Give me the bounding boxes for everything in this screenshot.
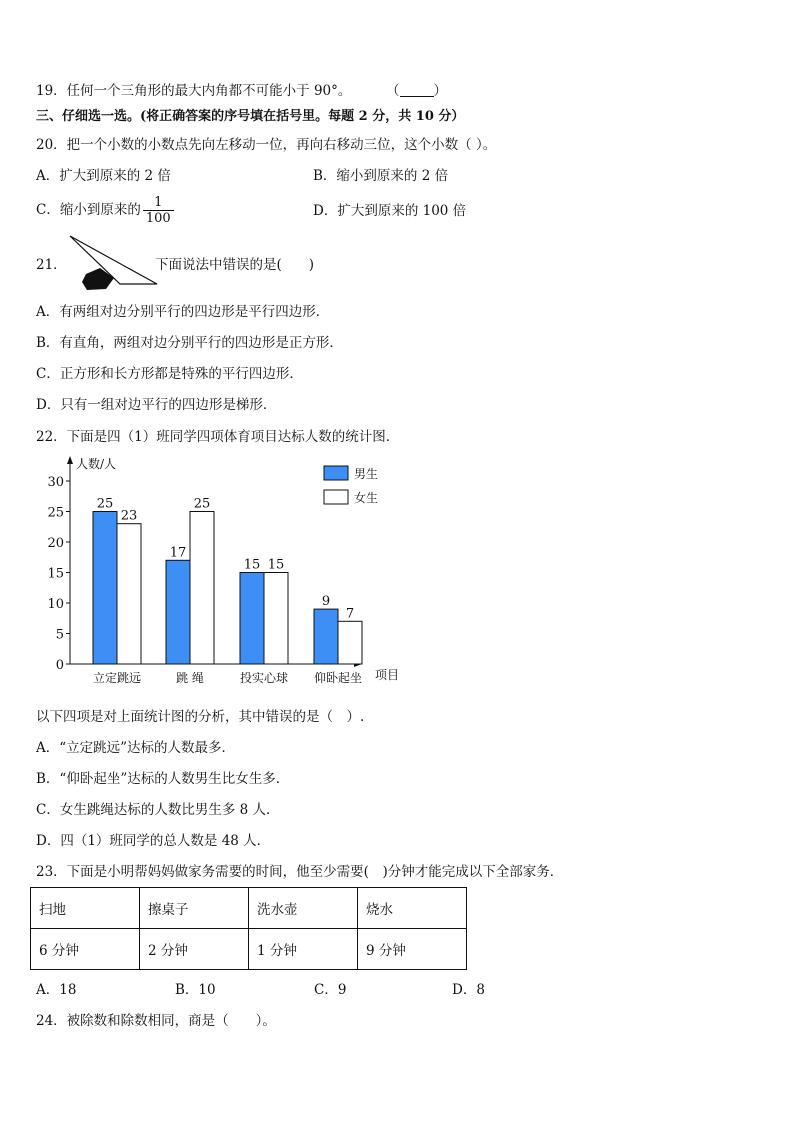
data-label: 23 [120,508,138,524]
table-cell: 扫地 [31,888,140,929]
x-tick-label: 仰卧起坐 [313,671,363,685]
question-22-analysis: 以下四项是对上面统计图的分析，其中错误的是（ ）. [36,709,365,725]
table-row [31,888,467,929]
data-label: 9 [321,594,331,610]
table-cell: 烧水 [358,888,467,929]
chart-bars [93,497,362,665]
data-label: 25 [193,496,211,512]
option-21-b: B．有直角，两组对边分别平行的四边形是正方形． [36,335,343,351]
option-21-c: C．正方形和长方形都是特殊的平行四边形． [36,366,303,382]
answer-blank [400,82,434,97]
y-tick-label: 20 [47,536,64,551]
x-tick-label: 立定跳远 [92,671,142,685]
section-3-header: 三、仔细选一选。(将正确答案的序号填在括号里。每题 2 分，共 10 分） [36,109,465,124]
question-19: 19．任何一个三角形的最大内角都不可能小于 90°。 （ ） [36,83,447,99]
x-tick-label: 跳 绳 [176,671,204,685]
fraction: $\frac{1}{100}$ [143,195,174,226]
option-20-c: C．缩小到原来的 $\frac{1}{100}$ [36,193,174,227]
data-label: 15 [243,557,261,573]
table-cell: 擦桌子 [140,888,249,929]
triangle-shape [70,236,157,284]
y-axis-arrow [67,456,73,464]
bar [338,621,362,664]
option-23-c: C．9 [314,982,347,998]
legend-label: 女生 [354,491,379,505]
bar [117,524,141,664]
y-tick-label: 10 [47,597,64,612]
data-label: 25 [96,496,114,512]
bar [314,609,338,664]
option-23-d: D．8 [452,982,485,998]
option-22-c: C．女生跳绳达标的人数比男生多 8 人． [36,802,280,818]
chores-table [30,887,467,970]
option-21-d: D．只有一组对边平行的四边形是梯形． [36,397,277,413]
table-cell: 洗水壶 [249,888,358,929]
bar [93,512,117,665]
table-cell: 1 分钟 [249,929,358,970]
question-21-stem: 下面说法中错误的是( ) [155,257,315,273]
option-22-d: D．四（1）班同学的总人数是 48 人． [36,833,271,849]
bar [240,573,264,665]
y-tick-label: 15 [47,566,64,582]
x-tick-label: 投实心球 [239,671,289,685]
bar [264,573,288,665]
y-tick-label: 0 [55,658,64,673]
legend-label: 男生 [354,467,379,481]
option-23-a: A．18 [36,982,77,998]
data-label: 7 [345,606,355,622]
y-tick-label: 30 [47,475,64,490]
question-21-number: 21． [36,257,67,273]
legend-swatch [324,490,348,504]
question-24: 24．被除数和除数相同，商是（ ）。 [36,1013,276,1029]
data-label: 15 [267,557,285,573]
y-tick-label: 25 [47,505,64,521]
question-22-stem: 22．下面是四（1）班同学四项体育项目达标人数的统计图． [36,429,400,445]
bar [166,560,190,664]
x-axis-label: 项目 [375,668,400,682]
bar [190,512,214,665]
table-cell: 9 分钟 [358,929,467,970]
option-20-b: B．缩小到原来的 2 倍 [313,168,449,184]
option-20-a: A．扩大到原来的 2 倍 [36,168,171,184]
question-20-stem: 20．把一个小数的小数点先向左移动一位，再向右移动三位，这个小数（ ）。 [36,137,497,153]
chart-legend [324,466,378,505]
table-row [31,929,467,970]
y-axis-label: 人数/人 [76,457,117,471]
question-23-stem: 23．下面是小明帮妈妈做家务需要的时间，他至少需要( )分钟才能完成以下全部家务． [36,864,564,880]
data-label: 17 [169,545,187,561]
table-cell: 2 分钟 [140,929,249,970]
option-23-b: B．10 [175,982,216,998]
option-20-d: D．扩大到原来的 100 倍 [313,203,467,219]
option-21-a: A．有两组对边分别平行的四边形是平行四边形． [36,304,330,320]
y-tick-label: 5 [55,627,64,643]
table-cell: 6 分钟 [31,929,140,970]
ink-blot [82,268,114,290]
option-22-a: A．“立定跳远”达标的人数最多． [36,740,236,756]
quadrilateral-figure [64,232,160,294]
option-22-b: B．“仰卧起坐”达标的人数男生比女生多． [36,771,290,787]
question-19-text: 19．任何一个三角形的最大内角都不可能小于 90°。 [36,83,352,99]
legend-swatch [324,466,348,480]
bar-chart [30,450,420,690]
